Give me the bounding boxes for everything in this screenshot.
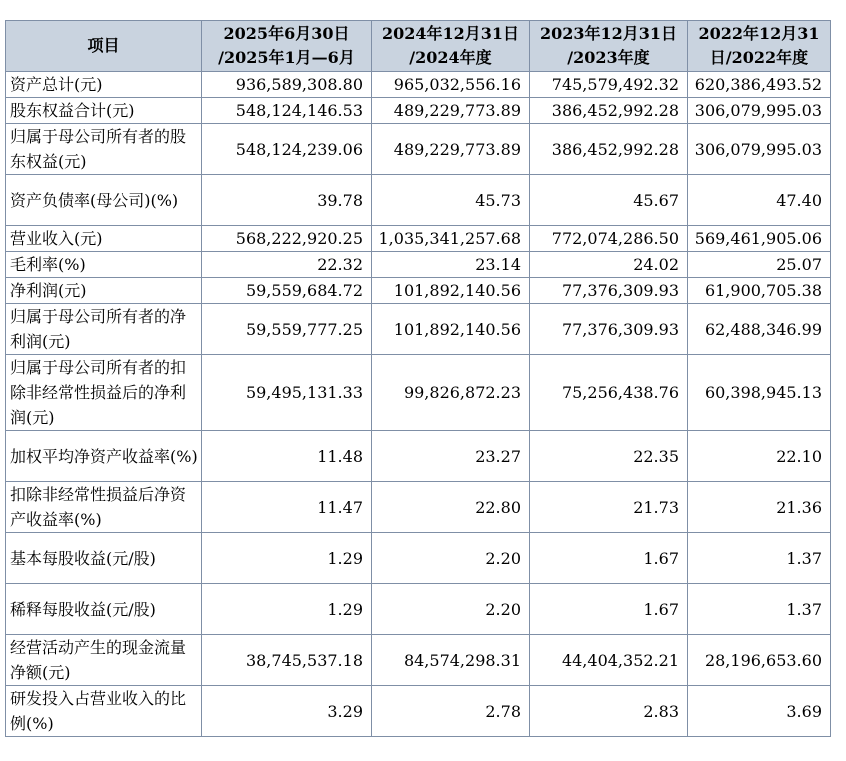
cell-value: 1.67	[530, 533, 688, 584]
cell-value: 3.69	[688, 686, 831, 737]
cell-value: 306,079,995.03	[688, 124, 831, 175]
cell-value: 11.48	[202, 431, 372, 482]
cell-value: 548,124,239.06	[202, 124, 372, 175]
cell-value: 489,229,773.89	[372, 124, 530, 175]
row-label: 经营活动产生的现金流量净额(元)	[6, 635, 202, 686]
table-row	[6, 635, 831, 686]
cell-value: 24.02	[530, 252, 688, 278]
cell-value: 99,826,872.23	[372, 355, 530, 431]
cell-value: 1.37	[688, 584, 831, 635]
financial-data-table	[5, 20, 831, 737]
row-label: 资产总计(元)	[6, 72, 202, 98]
table-row	[6, 584, 831, 635]
header-2025h1: 2025年6月30日 /2025年1月—6月	[202, 21, 372, 72]
row-label: 稀释每股收益(元/股)	[6, 584, 202, 635]
row-label: 归属于母公司所有者的股东权益(元)	[6, 124, 202, 175]
cell-value: 2.78	[372, 686, 530, 737]
cell-value: 386,452,992.28	[530, 98, 688, 124]
cell-value: 1.37	[688, 533, 831, 584]
cell-value: 77,376,309.93	[530, 304, 688, 355]
header-2024: 2024年12月31日 /2024年度	[372, 21, 530, 72]
cell-value: 62,488,346.99	[688, 304, 831, 355]
cell-value: 1.29	[202, 584, 372, 635]
cell-value: 745,579,492.32	[530, 72, 688, 98]
cell-value: 620,386,493.52	[688, 72, 831, 98]
cell-value: 25.07	[688, 252, 831, 278]
table-row	[6, 686, 831, 737]
cell-value: 45.73	[372, 175, 530, 226]
cell-value: 38,745,537.18	[202, 635, 372, 686]
table-row	[6, 304, 831, 355]
row-label: 归属于母公司所有者的净利润(元)	[6, 304, 202, 355]
row-label: 股东权益合计(元)	[6, 98, 202, 124]
cell-value: 59,559,684.72	[202, 278, 372, 304]
table-row	[6, 278, 831, 304]
cell-value: 45.67	[530, 175, 688, 226]
row-label: 归属于母公司所有者的扣除非经常性损益后的净利润(元)	[6, 355, 202, 431]
cell-value: 28,196,653.60	[688, 635, 831, 686]
cell-value: 1.67	[530, 584, 688, 635]
cell-value: 2.20	[372, 584, 530, 635]
cell-value: 306,079,995.03	[688, 98, 831, 124]
header-item: 项目	[6, 21, 202, 72]
cell-value: 39.78	[202, 175, 372, 226]
cell-value: 61,900,705.38	[688, 278, 831, 304]
table-row	[6, 355, 831, 431]
header-2023: 2023年12月31日 /2023年度	[530, 21, 688, 72]
cell-value: 23.14	[372, 252, 530, 278]
table-row	[6, 98, 831, 124]
row-label: 加权平均净资产收益率(%)	[6, 431, 202, 482]
cell-value: 2.20	[372, 533, 530, 584]
table-row	[6, 431, 831, 482]
table-row	[6, 533, 831, 584]
cell-value: 22.10	[688, 431, 831, 482]
cell-value: 21.73	[530, 482, 688, 533]
table-row	[6, 482, 831, 533]
cell-value: 59,495,131.33	[202, 355, 372, 431]
header-row	[6, 21, 831, 72]
cell-value: 386,452,992.28	[530, 124, 688, 175]
cell-value: 77,376,309.93	[530, 278, 688, 304]
cell-value: 1,035,341,257.68	[372, 226, 530, 252]
cell-value: 569,461,905.06	[688, 226, 831, 252]
cell-value: 21.36	[688, 482, 831, 533]
cell-value: 548,124,146.53	[202, 98, 372, 124]
cell-value: 11.47	[202, 482, 372, 533]
cell-value: 489,229,773.89	[372, 98, 530, 124]
cell-value: 75,256,438.76	[530, 355, 688, 431]
table-row	[6, 124, 831, 175]
cell-value: 101,892,140.56	[372, 278, 530, 304]
cell-value: 22.80	[372, 482, 530, 533]
cell-value: 59,559,777.25	[202, 304, 372, 355]
cell-value: 22.32	[202, 252, 372, 278]
cell-value: 23.27	[372, 431, 530, 482]
row-label: 扣除非经常性损益后净资产收益率(%)	[6, 482, 202, 533]
row-label: 基本每股收益(元/股)	[6, 533, 202, 584]
cell-value: 60,398,945.13	[688, 355, 831, 431]
cell-value: 47.40	[688, 175, 831, 226]
cell-value: 1.29	[202, 533, 372, 584]
cell-value: 2.83	[530, 686, 688, 737]
table-row	[6, 226, 831, 252]
row-label: 营业收入(元)	[6, 226, 202, 252]
table-row	[6, 175, 831, 226]
cell-value: 965,032,556.16	[372, 72, 530, 98]
row-label: 资产负债率(母公司)(%)	[6, 175, 202, 226]
cell-value: 3.29	[202, 686, 372, 737]
row-label: 净利润(元)	[6, 278, 202, 304]
cell-value: 772,074,286.50	[530, 226, 688, 252]
cell-value: 44,404,352.21	[530, 635, 688, 686]
table-row	[6, 252, 831, 278]
table-row	[6, 72, 831, 98]
row-label: 研发投入占营业收入的比例(%)	[6, 686, 202, 737]
cell-value: 22.35	[530, 431, 688, 482]
financial-table-container	[5, 20, 831, 737]
cell-value: 84,574,298.31	[372, 635, 530, 686]
cell-value: 568,222,920.25	[202, 226, 372, 252]
cell-value: 936,589,308.80	[202, 72, 372, 98]
header-2022: 2022年12月31 日/2022年度	[688, 21, 831, 72]
cell-value: 101,892,140.56	[372, 304, 530, 355]
row-label: 毛利率(%)	[6, 252, 202, 278]
